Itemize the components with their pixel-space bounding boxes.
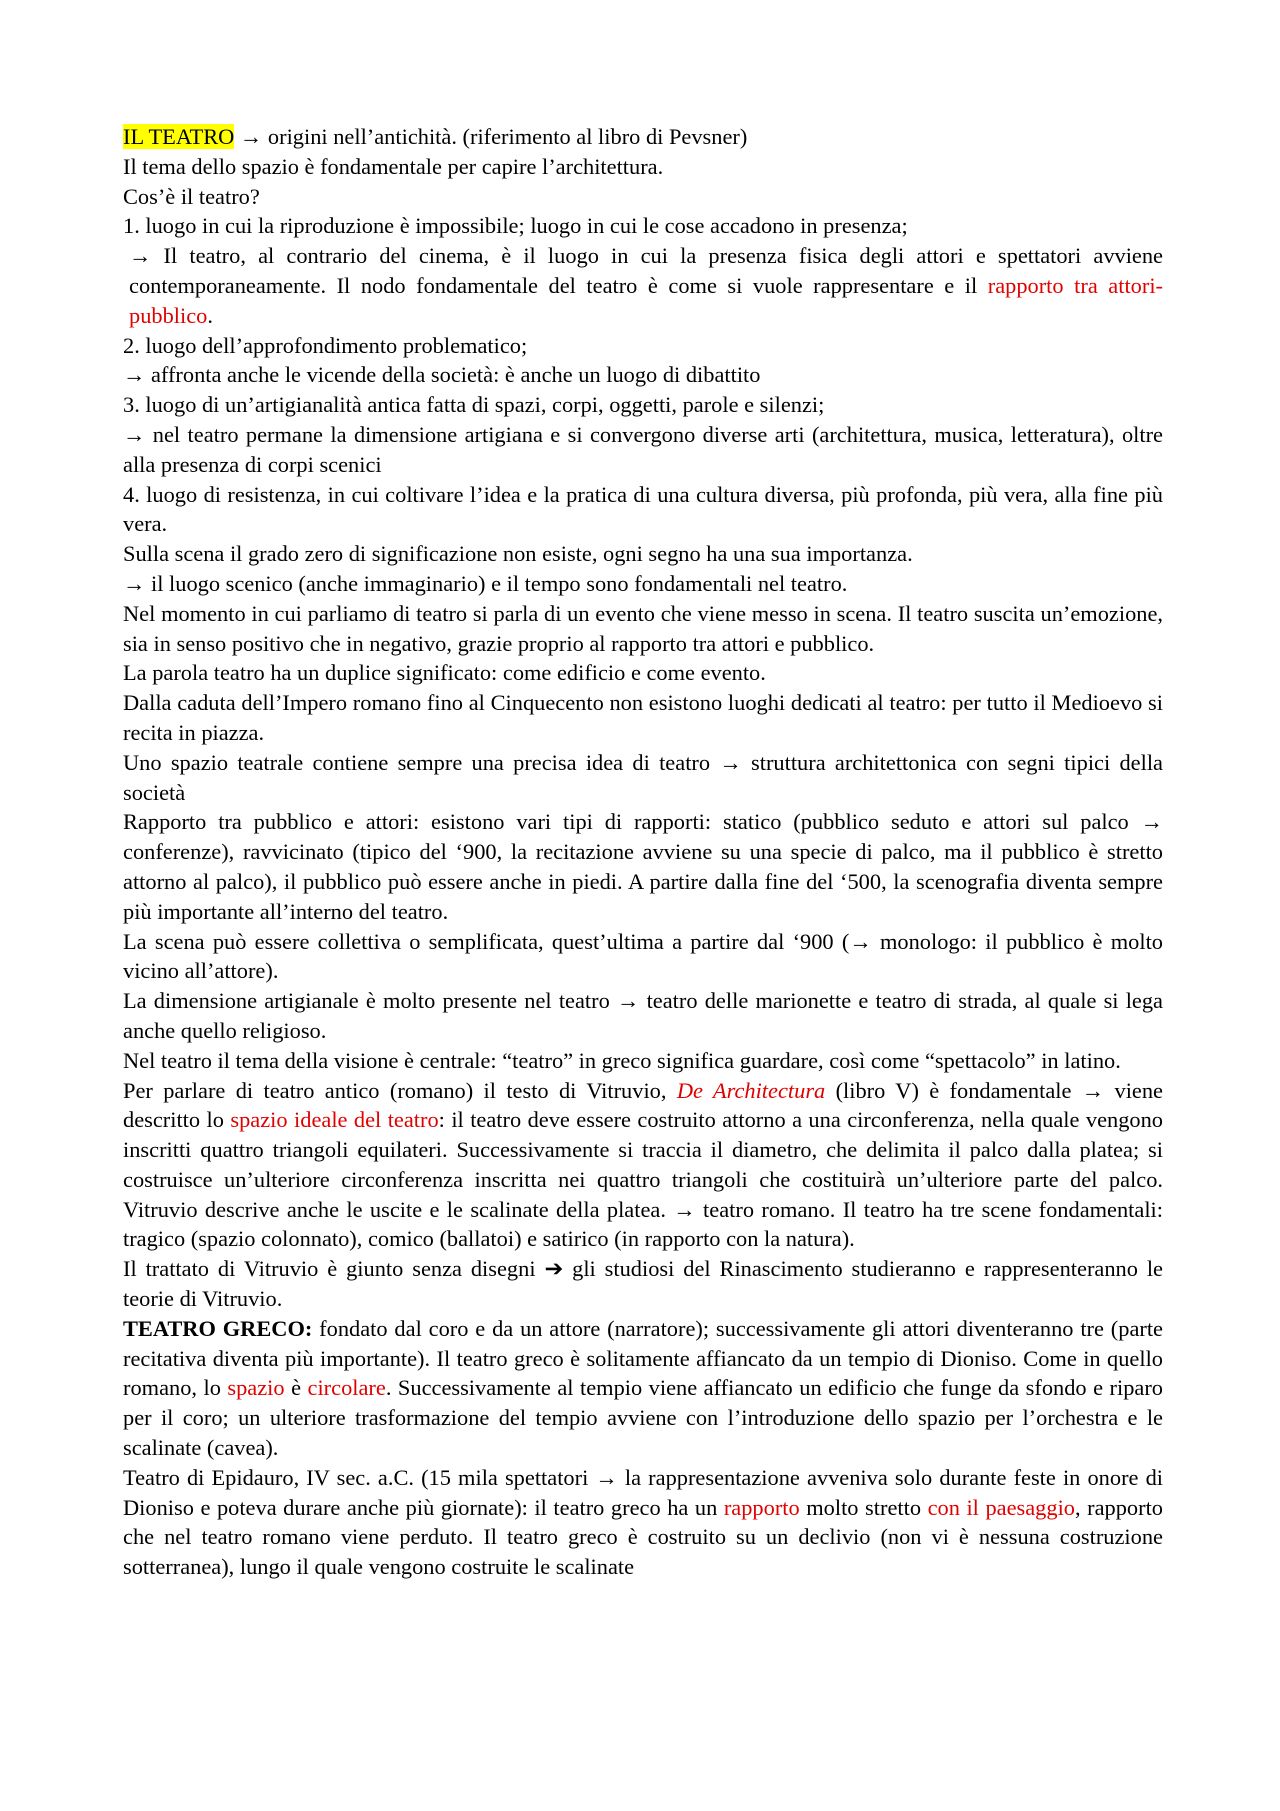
paragraph-12: → il luogo scenico (anche immaginario) e il tempo sono fondamentali nel teatro. xyxy=(123,570,848,596)
paragraph-7: → affronta anche le vicende della società: è anche un luogo di dibattito xyxy=(123,362,761,388)
p24-red-2: con il paesaggio xyxy=(927,1494,1075,1520)
p21-italic-title: De Architectura xyxy=(676,1077,826,1103)
paragraph-15: Dalla caduta dell’Impero romano fino al Cinquecento non esistono luoghi dedicati al teatro: per tutto il Medioevo si recita in piazza. xyxy=(123,690,1163,745)
p5-text: → Il teatro, al contrario del cinema, è il luogo in cui la presenza fisica degli attori e spettatori avviene contemporaneamente. Il nodo fondamentale del teatro è come si vuole rappresentare e il xyxy=(129,243,1163,298)
paragraph-8: 3. luogo di un’artigianalità antica fatta di spazi, corpi, oggetti, parole e silenzi; xyxy=(123,392,825,418)
paragraph-21 xyxy=(123,1076,1163,1255)
p23-a: fondato dal coro e da un attore (narratore); successivamente gli attori diventeranno tre (parte recitativa diventa più importante). Il teatro greco è solitamente affiancato da un tempio di Dioniso. Come in quello romano, lo xyxy=(123,1315,1163,1401)
paragraph-title-line xyxy=(123,122,1163,152)
p21-a: Per parlare di teatro antico (romano) il testo di Vitruvio, xyxy=(123,1077,677,1103)
p23-c: . Successivamente al tempio viene affiancato un edificio che funge da sfondo e riparo per il coro; un ulteriore trasformazione del tempio avviene con l’introduzione dello spazio per l’orchestra e le scalinate (cavea). xyxy=(123,1375,1163,1461)
p23-red-1: spazio xyxy=(227,1375,285,1401)
paragraph-4: 1. luogo in cui la riproduzione è impossibile; luogo in cui le cose accadono in presenza; xyxy=(123,213,908,239)
p24-b: molto stretto xyxy=(799,1494,928,1520)
p23-b: è xyxy=(284,1375,308,1401)
paragraph-11: Sulla scena il grado zero di significazione non esiste, ogni segno ha una sua importanza. xyxy=(123,541,913,567)
title-rest: → origini nell’antichità. (riferimento al libro di Pevsner) xyxy=(234,124,748,149)
document-page xyxy=(123,122,1163,1582)
paragraph-22: Il trattato di Vitruvio è giunto senza disegni ➔ gli studiosi del Rinascimento studieranno e rappresenteranno le teorie di Vitruvio. xyxy=(123,1256,1163,1312)
paragraph-24 xyxy=(123,1463,1163,1582)
paragraph-6: 2. luogo dell’approfondimento problematico; xyxy=(123,332,528,358)
p21-red-text: spazio ideale del teatro xyxy=(230,1107,439,1133)
p24-red-1: rapporto xyxy=(723,1494,800,1520)
p23-bold-heading: TEATRO GRECO: xyxy=(123,1315,313,1341)
p5-end: . xyxy=(207,302,213,328)
paragraph-16: Uno spazio teatrale contiene sempre una precisa idea di teatro → struttura architettonica con segni tipici della società xyxy=(123,749,1163,805)
paragraph-9: → nel teatro permane la dimensione artigiana e si convergono diverse arti (architettura, musica, letteratura), oltre alla presenza di corpi scenici xyxy=(123,421,1163,477)
paragraph-17: Rapporto tra pubblico e attori: esistono vari tipi di rapporti: statico (pubblico seduto e attori sul palco → conferenze), ravvicinato (tipico del ‘900, la recitazione avviene su una specie di palco, ma il pubblico è stretto attorno al palco), il pubblico può essere anche in piedi. A partire dalla fine del ‘500, la scenografia diventa sempre più importante all’interno del teatro. xyxy=(123,809,1163,924)
paragraph-5 xyxy=(123,241,1163,330)
paragraph-20: Nel teatro il tema della visione è centrale: “teatro” in greco significa guardare, così come “spettacolo” in latino. xyxy=(123,1047,1121,1073)
highlighted-title: IL TEATRO xyxy=(123,124,235,149)
paragraph-2: Il tema dello spazio è fondamentale per capire l’architettura. xyxy=(123,153,664,179)
paragraph-18: La scena può essere collettiva o semplificata, quest’ultima a partire dal ‘900 (→ monologo: il pubblico è molto vicino all’attore). xyxy=(123,928,1163,984)
paragraph-10: 4. luogo di resistenza, in cui coltivare l’idea e la pratica di una cultura diversa, più profonda, più vera, alla fine più vera. xyxy=(123,481,1163,537)
p24-a: Teatro di Epidauro, IV sec. a.C. (15 mila spettatori → la rappresentazione avveniva solo durante feste in onore di Dioniso e poteva durare anche più giornate): il teatro greco ha un xyxy=(123,1464,1163,1520)
paragraph-19: La dimensione artigianale è molto presente nel teatro → teatro delle marionette e teatro di strada, al quale si lega anche quello religioso. xyxy=(123,988,1163,1043)
p21-c: : il teatro deve essere costruito attorno a una circonferenza, nella quale vengono inscritti quattro triangoli equilateri. Successivamente si traccia il diametro, che delimita il palco dalla platea; si costruisce un’ulteriore circonferenza inscritta nei quattro triangoli che costituirà un’ulteriore parte del palco. Vitruvio descrive anche le uscite e le scalinate della platea. → teatro romano. Il teatro ha tre scene fondamentali: tragico (spazio colonnato), comico (ballatoi) e satirico (in rapporto con la natura). xyxy=(123,1107,1164,1252)
paragraph-23 xyxy=(123,1314,1163,1463)
p23-red-2: circolare xyxy=(307,1375,386,1401)
paragraph-13: Nel momento in cui parliamo di teatro si parla di un evento che viene messo in scena. Il teatro suscita un’emozione, sia in senso positivo che in negativo, grazie proprio al rapporto tra attori e pubblico. xyxy=(123,600,1163,656)
paragraph-14: La parola teatro ha un duplice significato: come edificio e come evento. xyxy=(123,660,766,686)
paragraph-3: Cos’è il teatro? xyxy=(123,183,260,209)
p21-b: (libro V) è fondamentale → viene descritto lo xyxy=(123,1077,1163,1133)
p24-c: , rapporto che nel teatro romano viene perduto. Il teatro greco è costruito su un declivio (non vi è nessuna costruzione sotterranea), lungo il quale vengono costruite le scalinate xyxy=(123,1494,1163,1580)
p5-red-text: rapporto tra attori-pubblico xyxy=(129,272,1164,328)
